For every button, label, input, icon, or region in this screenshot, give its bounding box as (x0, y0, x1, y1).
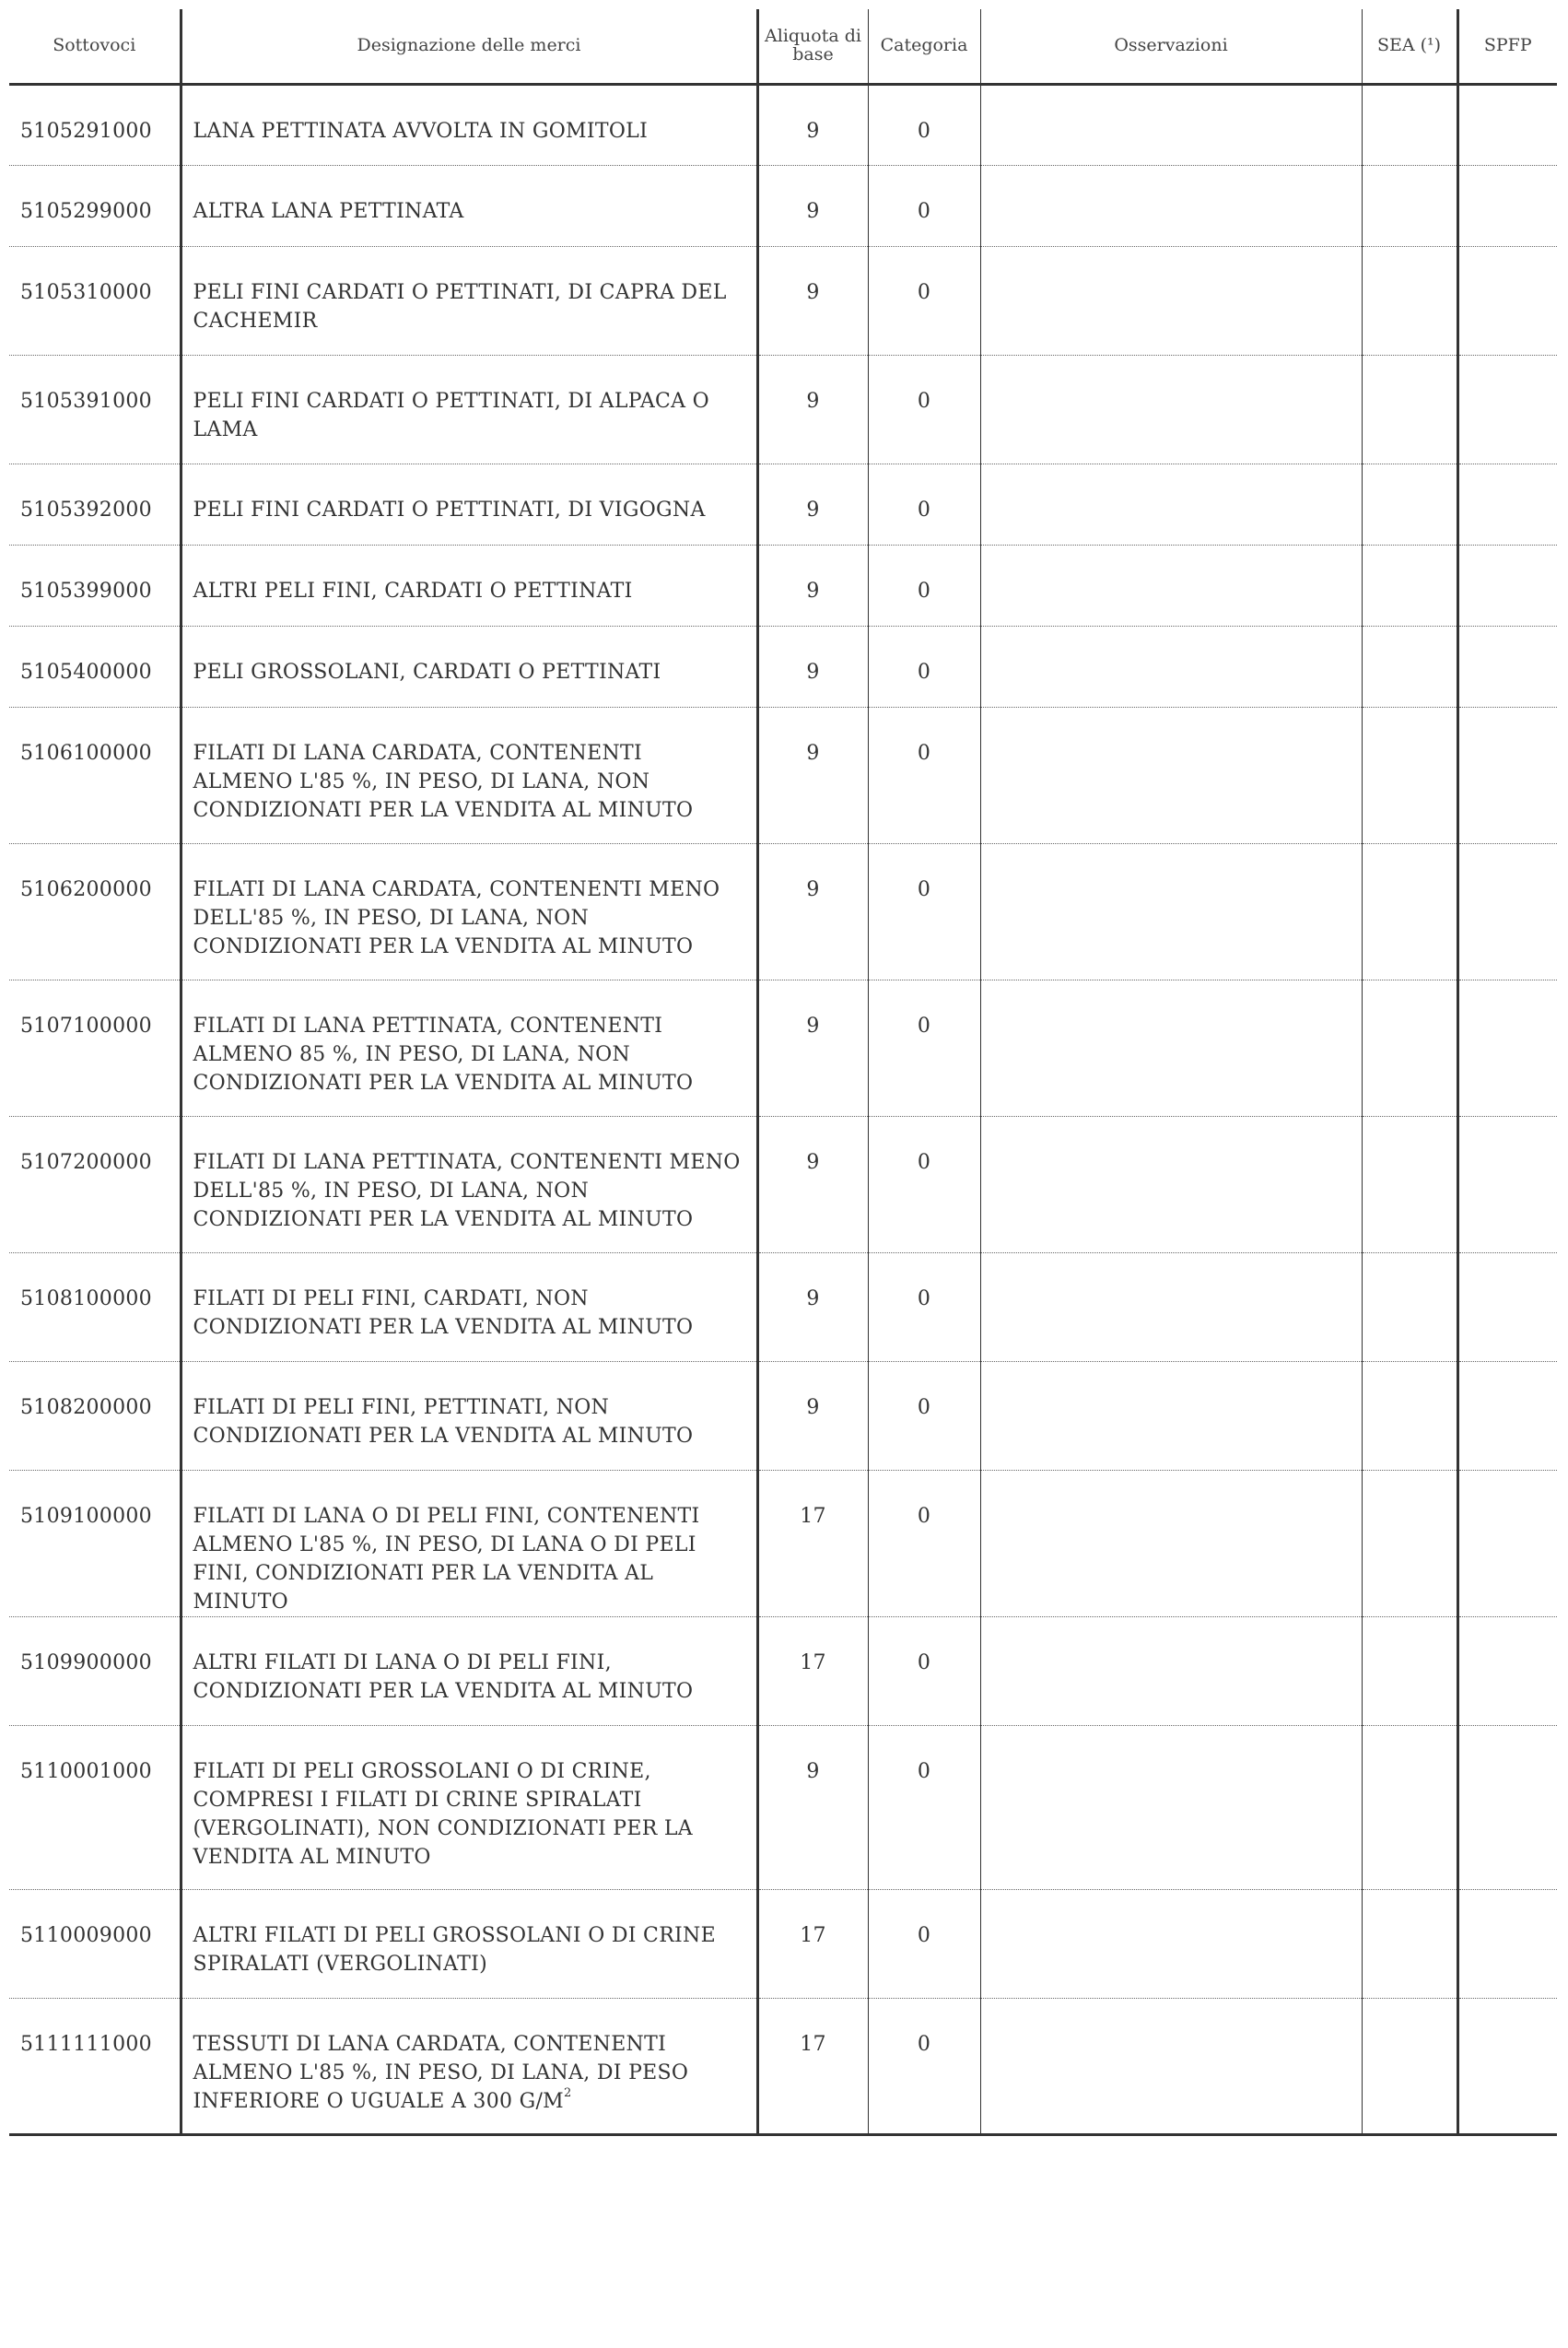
cell-code: 5108200000 (9, 1362, 181, 1471)
cell-spfp (1457, 166, 1557, 247)
cell-categoria: 0 (868, 708, 980, 844)
cell-categoria: 0 (868, 1253, 980, 1362)
cell-description-text: TESSUTI DI LANA CARDATA, CONTENENTI ALMENO L'85 %, IN PESO, DI LANA, DI PESO INFERIORE O UGUALE A 300 G/M (193, 2033, 689, 2113)
cell-spfp (1457, 1726, 1557, 1890)
cell-categoria: 0 (868, 247, 980, 356)
col-header-sea: SEA (¹) (1362, 9, 1457, 85)
table-row (9, 247, 1557, 356)
cell-aliquota: 9 (757, 85, 868, 166)
cell-spfp (1457, 1999, 1557, 2135)
table-row (9, 1117, 1557, 1253)
cell-osservazioni (980, 708, 1362, 844)
cell-osservazioni (980, 1117, 1362, 1253)
cell-spfp (1457, 844, 1557, 980)
cell-code: 5107100000 (9, 980, 181, 1117)
cell-aliquota: 9 (757, 1117, 868, 1253)
table-row (9, 708, 1557, 844)
table-row (9, 1999, 1557, 2135)
col-header-designazione: Designazione delle merci (181, 9, 757, 85)
cell-description: FILATI DI PELI GROSSOLANI O DI CRINE, COMPRESI I FILATI DI CRINE SPIRALATI (VERGOLINATI), NON CONDIZIONATI PER LA VENDITA AL MINUTO (181, 1726, 757, 1890)
cell-osservazioni (980, 627, 1362, 708)
cell-spfp (1457, 1890, 1557, 1999)
cell-code: 5108100000 (9, 1253, 181, 1362)
cell-aliquota: 9 (757, 464, 868, 546)
cell-categoria: 0 (868, 1117, 980, 1253)
table-row (9, 85, 1557, 166)
superscript: 2 (564, 2086, 572, 2100)
cell-aliquota: 17 (757, 1999, 868, 2135)
cell-categoria: 0 (868, 546, 980, 627)
cell-aliquota: 9 (757, 627, 868, 708)
col-header-osservazioni: Osservazioni (980, 9, 1362, 85)
table-row (9, 1471, 1557, 1617)
cell-code: 5110001000 (9, 1726, 181, 1890)
cell-osservazioni (980, 844, 1362, 980)
cell-sea (1362, 1617, 1457, 1726)
cell-code: 5110009000 (9, 1890, 181, 1999)
table-row (9, 980, 1557, 1117)
cell-sea (1362, 980, 1457, 1117)
cell-osservazioni (980, 1617, 1362, 1726)
cell-osservazioni (980, 1253, 1362, 1362)
cell-description: ALTRA LANA PETTINATA (181, 166, 757, 247)
cell-sea (1362, 708, 1457, 844)
table-body (9, 85, 1557, 2135)
cell-code: 5105291000 (9, 85, 181, 166)
cell-osservazioni (980, 1362, 1362, 1471)
table-row (9, 356, 1557, 464)
cell-code: 5107200000 (9, 1117, 181, 1253)
cell-aliquota: 17 (757, 1471, 868, 1617)
cell-code: 5106100000 (9, 708, 181, 844)
cell-description: FILATI DI LANA CARDATA, CONTENENTI MENO DELL'85 %, IN PESO, DI LANA, NON CONDIZIONATI PER LA VENDITA AL MINUTO (181, 844, 757, 980)
cell-description: FILATI DI LANA CARDATA, CONTENENTI ALMENO L'85 %, IN PESO, DI LANA, NON CONDIZIONATI PER LA VENDITA AL MINUTO (181, 708, 757, 844)
cell-osservazioni (980, 85, 1362, 166)
cell-aliquota: 9 (757, 546, 868, 627)
cell-description: PELI FINI CARDATI O PETTINATI, DI CAPRA DEL CACHEMIR (181, 247, 757, 356)
col-header-aliquota: Aliquota di base (757, 9, 868, 85)
cell-description: FILATI DI PELI FINI, PETTINATI, NON CONDIZIONATI PER LA VENDITA AL MINUTO (181, 1362, 757, 1471)
cell-sea (1362, 1362, 1457, 1471)
cell-description: FILATI DI LANA O DI PELI FINI, CONTENENTI ALMENO L'85 %, IN PESO, DI LANA O DI PELI FINI, CONDIZIONATI PER LA VENDITA AL MINUTO (181, 1471, 757, 1617)
cell-sea (1362, 1999, 1457, 2135)
cell-osservazioni (980, 464, 1362, 546)
cell-spfp (1457, 1617, 1557, 1726)
table-row (9, 844, 1557, 980)
table-row (9, 166, 1557, 247)
tariff-page (9, 9, 1557, 2136)
cell-description: ALTRI FILATI DI PELI GROSSOLANI O DI CRINE SPIRALATI (VERGOLINATI) (181, 1890, 757, 1999)
cell-spfp (1457, 708, 1557, 844)
cell-categoria: 0 (868, 627, 980, 708)
cell-osservazioni (980, 356, 1362, 464)
cell-categoria: 0 (868, 464, 980, 546)
table-row (9, 464, 1557, 546)
cell-sea (1362, 546, 1457, 627)
cell-code: 5109100000 (9, 1471, 181, 1617)
table-header (9, 9, 1557, 85)
cell-spfp (1457, 1362, 1557, 1471)
table-row (9, 1890, 1557, 1999)
cell-sea (1362, 85, 1457, 166)
cell-aliquota: 9 (757, 1253, 868, 1362)
cell-categoria: 0 (868, 1999, 980, 2135)
cell-aliquota: 9 (757, 166, 868, 247)
cell-description: PELI FINI CARDATI O PETTINATI, DI ALPACA O LAMA (181, 356, 757, 464)
cell-osservazioni (980, 247, 1362, 356)
cell-code: 5105400000 (9, 627, 181, 708)
cell-spfp (1457, 247, 1557, 356)
col-header-sottovoci: Sottovoci (9, 9, 181, 85)
cell-aliquota: 9 (757, 1726, 868, 1890)
cell-code: 5106200000 (9, 844, 181, 980)
cell-code: 5111111000 (9, 1999, 181, 2135)
cell-spfp (1457, 1471, 1557, 1617)
cell-aliquota: 9 (757, 708, 868, 844)
cell-description: PELI FINI CARDATI O PETTINATI, DI VIGOGNA (181, 464, 757, 546)
cell-spfp (1457, 464, 1557, 546)
cell-osservazioni (980, 166, 1362, 247)
table-row (9, 1362, 1557, 1471)
cell-osservazioni (980, 1471, 1362, 1617)
cell-categoria: 0 (868, 1726, 980, 1890)
cell-description: FILATI DI PELI FINI, CARDATI, NON CONDIZIONATI PER LA VENDITA AL MINUTO (181, 1253, 757, 1362)
cell-sea (1362, 247, 1457, 356)
cell-categoria: 0 (868, 1471, 980, 1617)
cell-spfp (1457, 1117, 1557, 1253)
cell-code: 5105310000 (9, 247, 181, 356)
cell-sea (1362, 1726, 1457, 1890)
cell-osservazioni (980, 1726, 1362, 1890)
cell-spfp (1457, 980, 1557, 1117)
cell-code: 5105391000 (9, 356, 181, 464)
cell-sea (1362, 1471, 1457, 1617)
cell-categoria: 0 (868, 1890, 980, 1999)
cell-sea (1362, 464, 1457, 546)
tariff-table (9, 9, 1557, 2136)
cell-sea (1362, 356, 1457, 464)
cell-description: FILATI DI LANA PETTINATA, CONTENENTI MENO DELL'85 %, IN PESO, DI LANA, NON CONDIZIONATI PER LA VENDITA AL MINUTO (181, 1117, 757, 1253)
col-header-categoria: Categoria (868, 9, 980, 85)
cell-sea (1362, 1890, 1457, 1999)
cell-aliquota: 17 (757, 1617, 868, 1726)
cell-categoria: 0 (868, 85, 980, 166)
cell-description: ALTRI FILATI DI LANA O DI PELI FINI, CONDIZIONATI PER LA VENDITA AL MINUTO (181, 1617, 757, 1726)
cell-osservazioni (980, 1999, 1362, 2135)
cell-spfp (1457, 546, 1557, 627)
cell-spfp (1457, 356, 1557, 464)
cell-description (181, 1999, 757, 2135)
cell-aliquota: 17 (757, 1890, 868, 1999)
cell-spfp (1457, 85, 1557, 166)
cell-categoria: 0 (868, 844, 980, 980)
header-row (9, 9, 1557, 85)
cell-description: FILATI DI LANA PETTINATA, CONTENENTI ALMENO 85 %, IN PESO, DI LANA, NON CONDIZIONATI PER LA VENDITA AL MINUTO (181, 980, 757, 1117)
cell-sea (1362, 627, 1457, 708)
col-header-spfp: SPFP (1457, 9, 1557, 85)
cell-aliquota: 9 (757, 844, 868, 980)
cell-sea (1362, 1253, 1457, 1362)
cell-categoria: 0 (868, 166, 980, 247)
cell-sea (1362, 844, 1457, 980)
cell-spfp (1457, 1253, 1557, 1362)
cell-aliquota: 9 (757, 247, 868, 356)
cell-code: 5105399000 (9, 546, 181, 627)
cell-description: ALTRI PELI FINI, CARDATI O PETTINATI (181, 546, 757, 627)
table-row (9, 1617, 1557, 1726)
cell-spfp (1457, 627, 1557, 708)
cell-osservazioni (980, 1890, 1362, 1999)
cell-code: 5105299000 (9, 166, 181, 247)
cell-description: LANA PETTINATA AVVOLTA IN GOMITOLI (181, 85, 757, 166)
cell-categoria: 0 (868, 356, 980, 464)
cell-aliquota: 9 (757, 980, 868, 1117)
table-row (9, 546, 1557, 627)
cell-osservazioni (980, 980, 1362, 1117)
cell-sea (1362, 1117, 1457, 1253)
cell-categoria: 0 (868, 1617, 980, 1726)
cell-aliquota: 9 (757, 356, 868, 464)
cell-code: 5105392000 (9, 464, 181, 546)
cell-aliquota: 9 (757, 1362, 868, 1471)
cell-categoria: 0 (868, 1362, 980, 1471)
cell-osservazioni (980, 546, 1362, 627)
cell-categoria: 0 (868, 980, 980, 1117)
cell-description: PELI GROSSOLANI, CARDATI O PETTINATI (181, 627, 757, 708)
table-row (9, 627, 1557, 708)
table-row (9, 1253, 1557, 1362)
cell-sea (1362, 166, 1457, 247)
table-row (9, 1726, 1557, 1890)
cell-code: 5109900000 (9, 1617, 181, 1726)
